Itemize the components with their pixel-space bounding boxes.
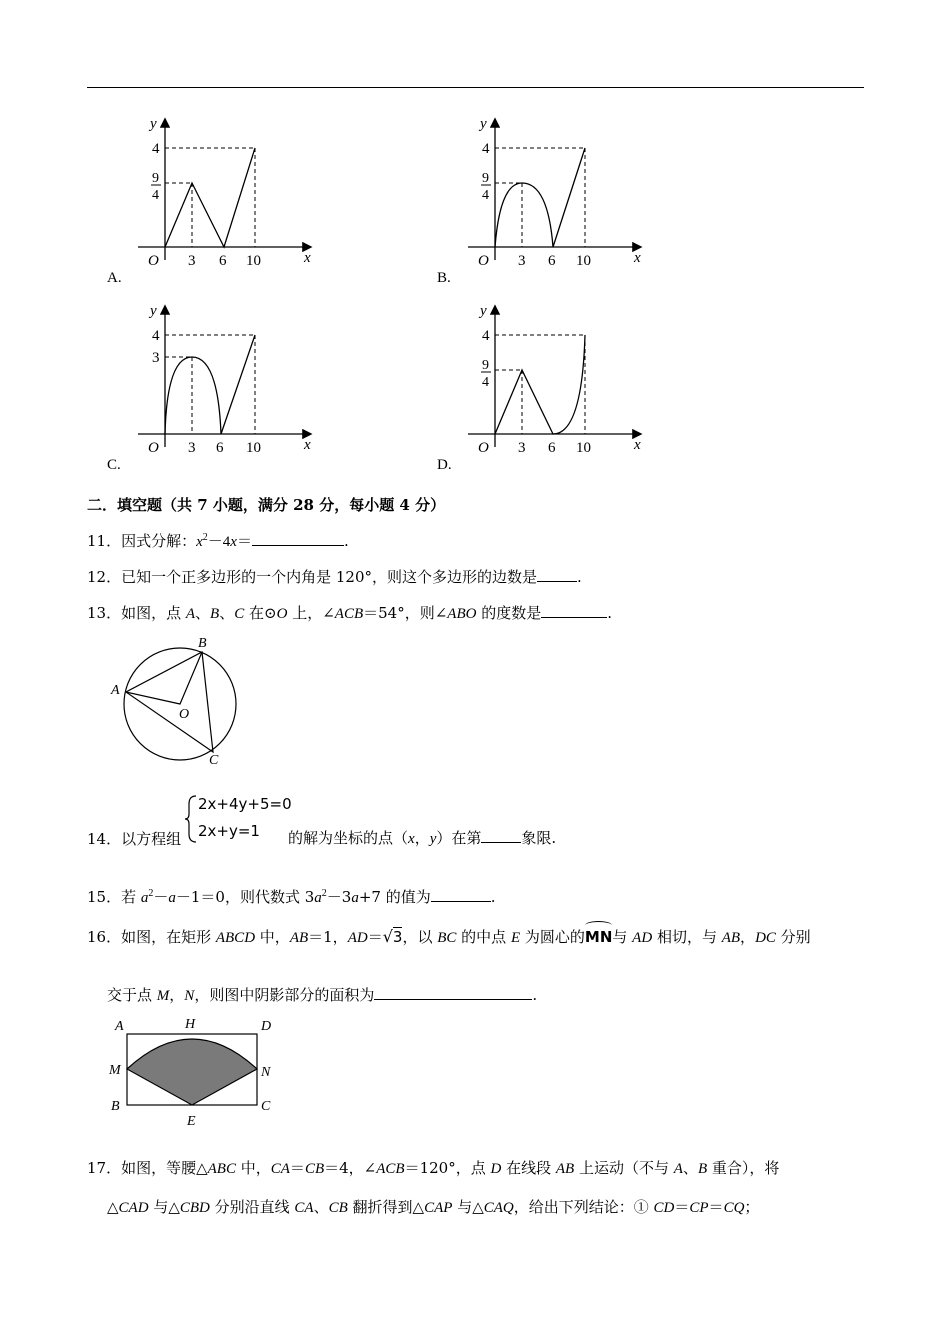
tick-x-3: 3 [188, 253, 196, 269]
answer-blank[interactable] [431, 887, 491, 902]
tick-x-3: 3 [518, 253, 526, 269]
tick-y-4: 4 [482, 141, 490, 157]
point-b-label: B [111, 1099, 120, 1114]
question-17-line2: △CAD 与△CBD 分别沿直线 CA、CB 翻折得到△CAP 与△CAQ，给出下列结论：① CD＝CP＝CQ； [107, 1198, 760, 1216]
axis-y-label: y [150, 116, 157, 132]
graph-option-c [130, 297, 330, 462]
origin-label: O [148, 440, 159, 456]
axis-y-label: y [480, 116, 487, 132]
question-15: 15．若 $a^2-a-1=0$，则代数式 $3a^2-3a+7$ 的值为 . [87, 888, 496, 906]
axis-x-label: x [634, 250, 641, 266]
tick-y-4: 4 [152, 328, 160, 344]
point-o-label: O [179, 707, 190, 722]
graph-option-d [460, 297, 660, 462]
graph-curve [165, 148, 255, 247]
question-14-prefix: 14．以方程组 [87, 830, 182, 848]
axis-x-label: x [304, 250, 311, 266]
point-d-label: D [261, 1019, 272, 1034]
tick-x-3: 3 [188, 440, 196, 456]
sqrt-symbol: √ [382, 927, 393, 946]
tick-y-4: 4 [152, 141, 160, 157]
question-16-line2: 交于点 M，N，则图中阴影部分的面积为 . [107, 986, 538, 1004]
figure-13-circle [105, 632, 250, 772]
axis-x-label: x [634, 437, 641, 453]
axis-y-label: y [480, 303, 487, 319]
section-title: 二．填空题（共 7 小题，满分 28 分，每小题 4 分） [87, 496, 446, 514]
origin-label: O [148, 253, 159, 269]
tick-y-frac-den: 4 [152, 188, 159, 203]
point-a-label: A [111, 683, 120, 698]
point-b-label: B [198, 636, 207, 651]
answer-blank[interactable] [252, 531, 344, 546]
point-c-label: C [261, 1099, 271, 1114]
tick-y-frac-den: 4 [482, 188, 489, 203]
point-e-label: E [187, 1114, 196, 1129]
origin-label: O [478, 253, 489, 269]
graph-curve [495, 335, 585, 434]
answer-blank[interactable] [537, 567, 577, 582]
axis-y-label: y [150, 303, 157, 319]
figure-16-rectangle [105, 1012, 285, 1130]
question-11: 11．因式分解：$x^2-4x=$ . [87, 532, 349, 550]
tick-y-4: 4 [482, 328, 490, 344]
tick-x-6: 6 [216, 440, 224, 456]
origin-label: O [478, 440, 489, 456]
tick-y-frac-num: 9 [152, 171, 159, 186]
question-16: 16．如图，在矩形 ABCD 中，AB＝1，AD＝√3，以 BC 的中点 E 为圆心的 MN与 AD 相切，与 AB，DC 分别 [87, 927, 811, 948]
tick-x-6: 6 [548, 253, 556, 269]
arc-mn: MN [585, 927, 612, 947]
tick-x-3: 3 [518, 440, 526, 456]
brace-icon [184, 794, 198, 844]
graph-option-b [460, 110, 660, 275]
answer-blank[interactable] [374, 985, 532, 1000]
point-a-label: A [115, 1019, 124, 1034]
graph-curve [495, 148, 585, 247]
equation-2: 2x+y=1 [198, 822, 260, 840]
point-m-label: M [109, 1063, 121, 1078]
tick-x-10: 10 [576, 440, 591, 456]
point-n-label: N [261, 1065, 271, 1080]
answer-blank[interactable] [541, 603, 607, 618]
question-17: 17．如图，等腰△ABC 中，CA＝CB＝4，∠ACB＝120°，点 D 在线段 AB 上运动（不与 A、B 重合），将 [87, 1159, 780, 1177]
question-12: 12．已知一个正多边形的一个内角是 120°，则这个多边形的边数是 . [87, 568, 582, 586]
tick-x-10: 10 [246, 440, 261, 456]
tick-x-6: 6 [548, 440, 556, 456]
option-b-label: B. [437, 270, 451, 286]
tick-y-frac-num: 9 [482, 358, 489, 373]
graph-curve [165, 335, 255, 434]
tick-x-6: 6 [219, 253, 227, 269]
shaded-sector [127, 1039, 257, 1105]
answer-blank[interactable] [481, 828, 521, 843]
point-h-label: H [185, 1017, 196, 1032]
point-c-label: C [209, 753, 219, 768]
question-13: 13．如图，点 A、B、C 在⊙O 上，∠ACB＝54°，则∠ABO 的度数是 . [87, 604, 613, 622]
tick-y-frac-num: 9 [482, 171, 489, 186]
question-14: 的解为坐标的点（x，y）在第 象限. [288, 829, 557, 847]
tick-y-frac-den: 4 [482, 375, 489, 390]
tick-x-10: 10 [246, 253, 261, 269]
graph-option-a [130, 110, 330, 275]
equation-1: 2x+4y+5=0 [198, 795, 292, 813]
tick-x-10: 10 [576, 253, 591, 269]
header-rule [87, 87, 864, 88]
axis-x-label: x [304, 437, 311, 453]
tick-y-3: 3 [152, 350, 160, 366]
option-d-label: D. [437, 457, 452, 473]
option-a-label: A. [107, 270, 122, 286]
option-c-label: C. [107, 457, 121, 473]
